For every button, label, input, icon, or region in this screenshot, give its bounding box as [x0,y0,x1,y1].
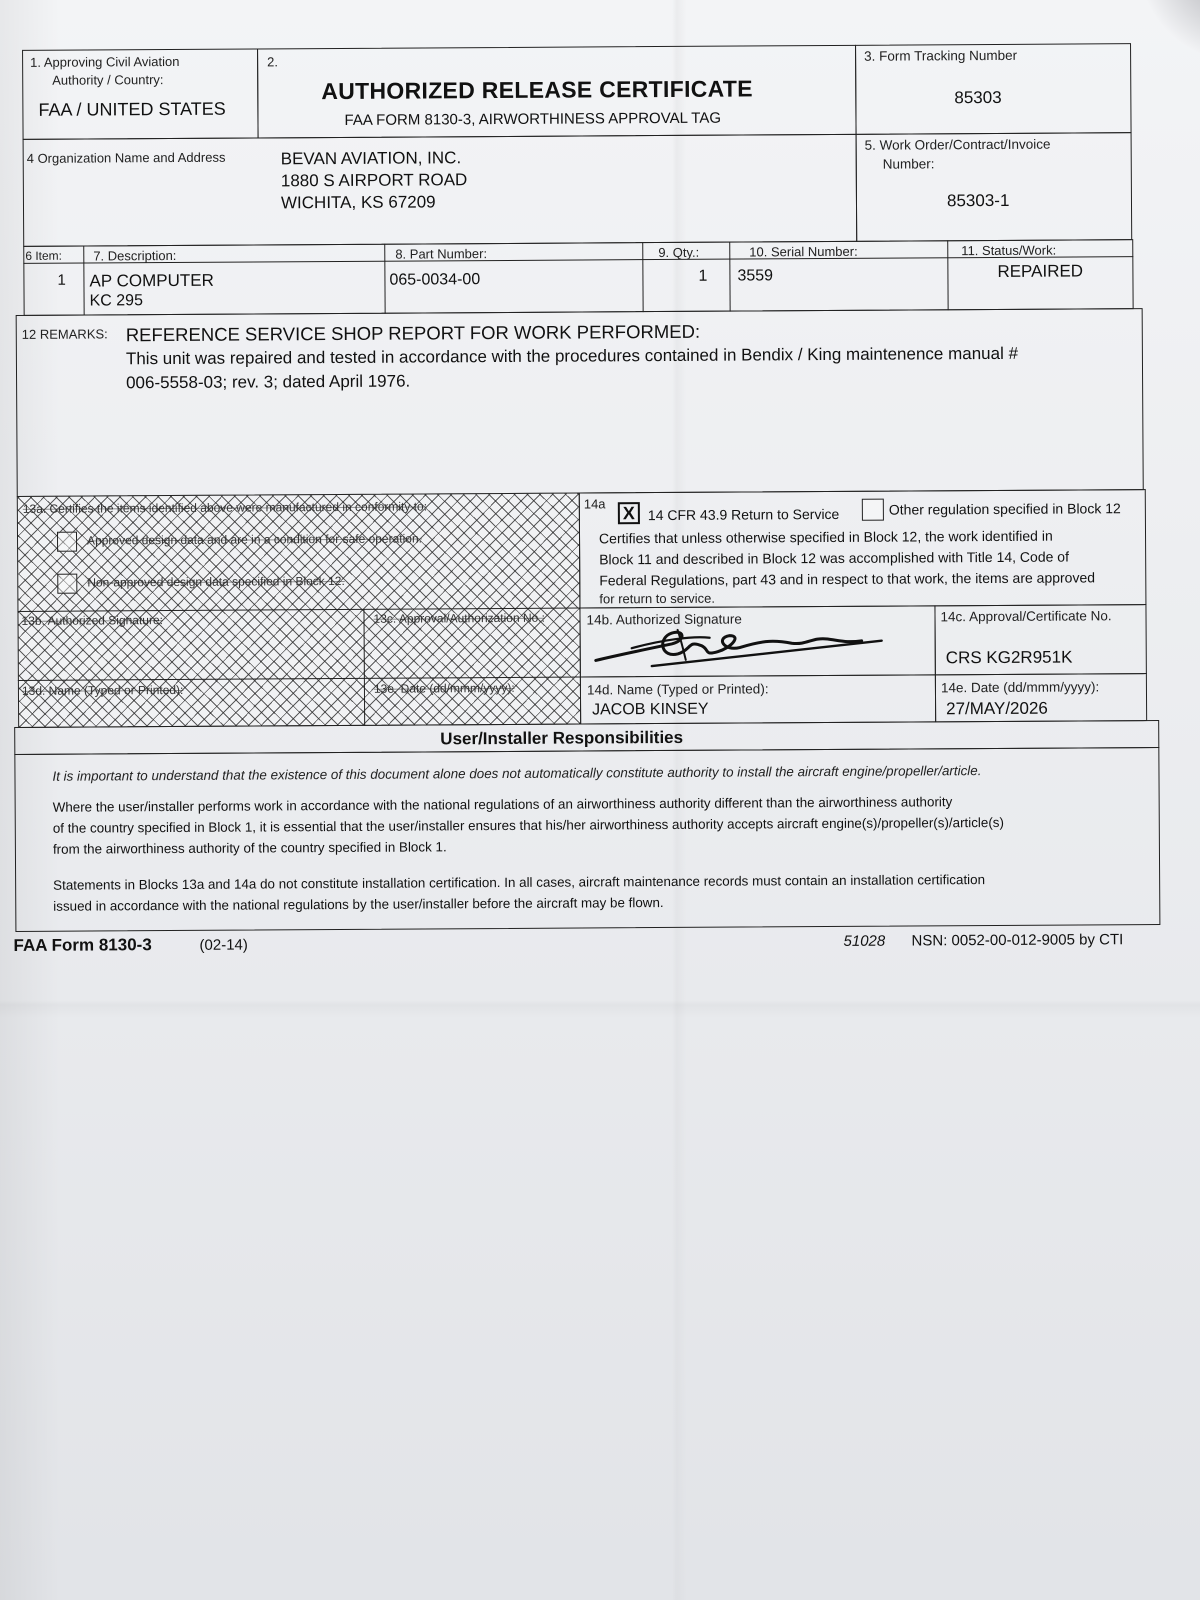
block14a-cert-line-4: for return to service. [599,590,716,607]
approved-design-text: Approved design data and are in a condition for safe operation. [86,531,422,548]
footer-form-name: FAA Form 8130-3 [13,935,152,955]
org-name: BEVAN AVIATION, INC. [280,148,462,169]
block1-label: 1. Approving Civil Aviation [30,53,180,70]
part-number: 065-0034-00 [389,271,481,289]
block14a-cert-line-2: Block 11 and described in Block 12 was accomplished with Title 14, Code of [599,548,1069,568]
certification-date: 27/MAY/2026 [946,698,1048,719]
non-approved-design-checkbox[interactable] [57,574,77,594]
footer-code: 51028 [843,932,886,950]
col-header-status: 11. Status/Work: [961,242,1057,259]
item-number: 1 [57,271,66,289]
block13a-label: 13a. Certifies the items identified above were manufactured in conformity to: [22,499,428,516]
return-to-service-checkbox[interactable]: X [618,502,640,524]
approving-authority: FAA / UNITED STATES [38,98,226,120]
authorized-signature [592,617,892,677]
responsibilities-para-2-line-2: of the country specified in Block 1, it is essential that the user/installer ensures that his/her airworthiness authority accepts aircraft engine(s)/propeller(s)/article(s) [52,814,1004,836]
status-work: REPAIRED [997,261,1084,281]
remarks-heading: REFERENCE SERVICE SHOP REPORT FOR WORK PERFORMED: [125,320,701,346]
responsibilities-title: User/Installer Responsibilities [440,727,684,749]
block14e-label: 14e. Date (dd/mmm/yyyy): [940,679,1100,696]
block14a-cert-line-3: Federal Regulations, part 43 and in respect to that work, the items are approved [599,569,1096,589]
responsibilities-para-2-line-1: Where the user/installer performs work in accordance with the national regulations of an airworthiness authority different than the airworthiness authority [52,794,953,815]
item-model: KC 295 [89,292,143,310]
block14a-cert-line-1: Certifies that unless otherwise specified in Block 12, the work identified in [598,527,1053,547]
responsibilities-para-3-line-2: issued in accordance with the national regulations by the user/installer before the aircraft may be flown. [53,895,664,914]
item-description: AP COMPUTER [89,270,214,291]
form-subtitle: FAA FORM 8130-3, AIRWORTHINESS APPROVAL TAG [344,109,722,129]
org-city-state: WICHITA, KS 67209 [280,192,436,213]
form-tracking-number: 85303 [954,87,1002,108]
col-header-qty: 9. Qty.: [658,244,700,261]
block14b-label: 14b. Authorized Signature [586,611,742,628]
block5-label-2: Number: [882,156,935,172]
org-address-line: 1880 S AIRPORT ROAD [280,170,468,191]
col-header-serial: 10. Serial Number: [749,243,858,260]
remarks-label: 12 REMARKS: [21,326,108,342]
footer-nsn: NSN: 0052-00-012-9005 by CTI [911,931,1124,950]
block14d-label: 14d. Name (Typed or Printed): [586,681,769,698]
non-approved-design-text: Non-approved design data specified in Block 12. [87,573,345,590]
block13e-label: 13e. Date (dd/mmm/yyyy): [373,680,515,696]
block14a-label: 14a [583,496,606,512]
return-to-service-label: 14 CFR 43.9 Return to Service [647,505,840,524]
block13d-label: 13d. Name (Typed or Printed): [21,682,184,698]
form-title: AUTHORIZED RELEASE CERTIFICATE [321,75,753,105]
approval-certificate-number: CRS KG2R951K [945,647,1073,668]
responsibilities-para-3-line-1: Statements in Blocks 13a and 14a do not constitute installation certification. In all cases, aircraft maintenance records must contain an installation certification [53,872,986,893]
other-regulation-checkbox[interactable] [862,499,884,521]
block4-label: 4 Organization Name and Address [26,149,226,166]
block14c-label: 14c. Approval/Certificate No. [940,608,1112,625]
responsibilities-para-1: It is important to understand that the existence of this document alone does not automatically constitute authority to install the aircraft engine/propeller/article. [52,763,982,784]
responsibilities-para-2-line-3: from the airworthiness authority of the country specified in Block 1. [52,839,447,857]
quantity: 1 [698,267,708,285]
other-regulation-label: Other regulation specified in Block 12 [888,500,1121,518]
block13b-label: 13b. Authorized Signature: [21,613,164,628]
block13c-label: 13c. Approval/Authorization No.: [373,610,545,626]
corner-shadow [1120,0,1200,80]
col-header-description: 7. Description: [93,247,177,264]
remarks-line-1: This unit was repaired and tested in accordance with the procedures contained in Bendix / King maintenence manual # [125,343,1019,369]
signer-name: JACOB KINSEY [592,700,709,719]
serial-number: 3559 [737,267,774,285]
remarks-line-2: 006-5558-03; rev. 3; dated April 1976. [126,371,411,393]
block1-label-2: Authority / Country: [52,72,164,88]
block5-label: 5. Work Order/Contract/Invoice [864,136,1051,153]
approved-design-checkbox[interactable] [57,532,77,552]
block2-label: 2. [267,54,279,70]
work-order-number: 85303-1 [946,190,1010,211]
footer-form-revision: (02-14) [199,936,248,954]
col-header-part-number: 8. Part Number: [395,246,488,262]
block3-label: 3. Form Tracking Number [864,47,1018,64]
col-header-item: 6 Item: [25,248,63,263]
